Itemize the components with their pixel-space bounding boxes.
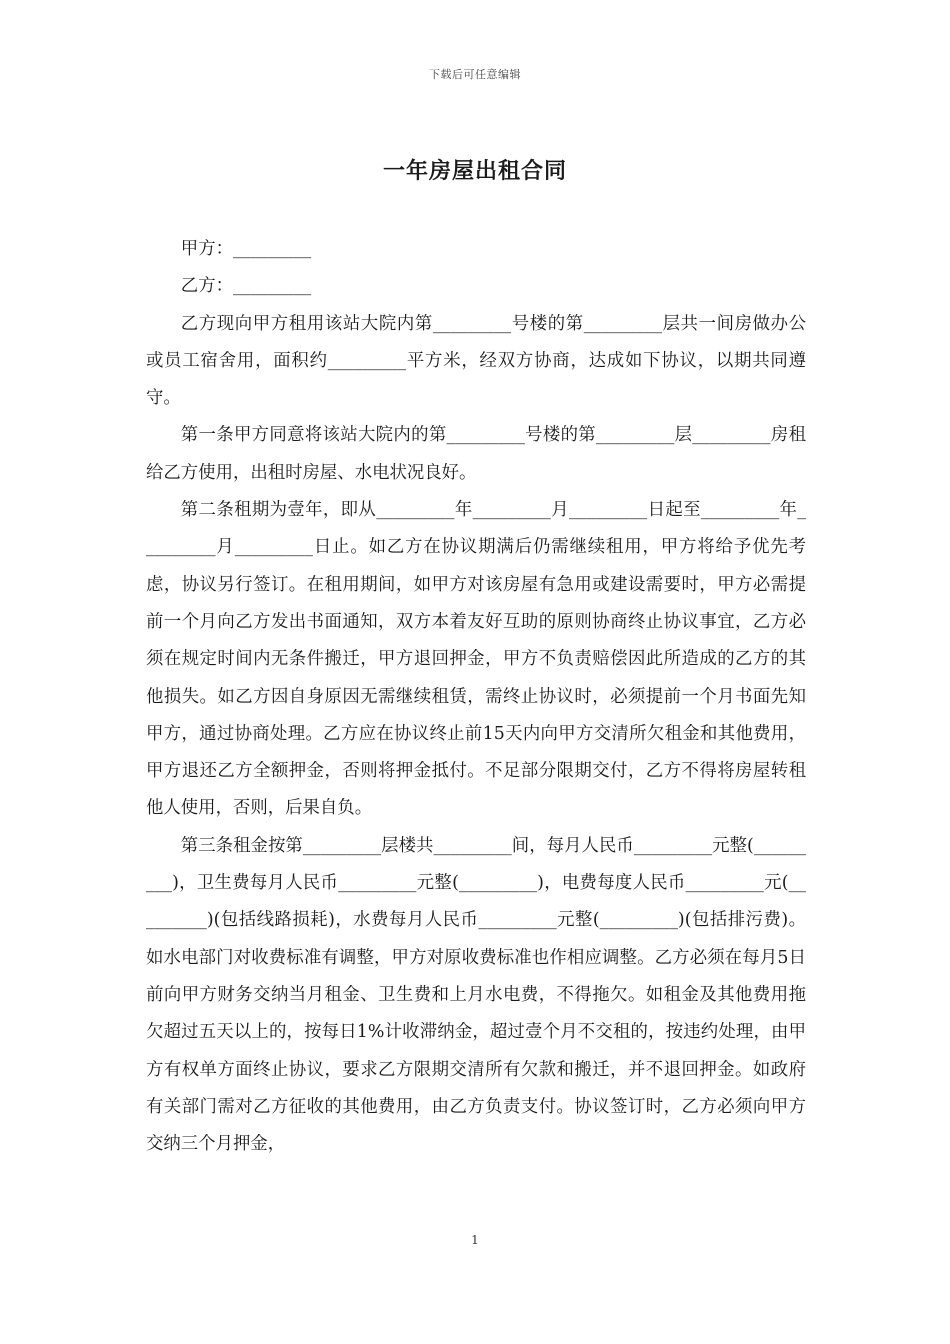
header-note: 下载后可任意编辑 (429, 68, 521, 81)
party-a-line: 甲方：_________ (180, 239, 312, 259)
page-number: 1 (471, 1233, 479, 1247)
article-2-paragraph: 第二条租期为壹年，即从_________年_________月_________日起至_________年_________月_________日止。如乙方在协议期满后仍需继续租用，甲方将给予优先考虑，协议另行签订。在租用期间，如甲方对该房屋有急用或建设需要时，甲方必需提前一个月向乙方发出书面通知，双方本着友好互助的原则协商终止协议事宜，乙方必须在规定时间内无条件搬迁，甲方退回押金，甲方不负责赔偿因此所造成的乙方的其他损失。如乙方因自身原因无需继续租赁，需终止协议时，必须提前一个月书面先知甲方，通过协商处理。乙方应在协议终止前15天内向甲方交清所欠租金和其他费用，甲方退还乙方全额押金，否则将押金抵付。不足部分限期交付，乙方不得将房屋转租他人使用，否则，后果自负。 (146, 500, 806, 819)
preamble-paragraph: 乙方现向甲方租用该站大院内第_________号楼的第_________层共一间房做办公或员工宿舍用，面积约_________平方米，经双方协商，达成如下协议，以期共同遵守。 (146, 313, 806, 409)
article-3-paragraph: 第三条租金按第_________层楼共_________间，每月人民币_________元整(_________)，卫生费每月人民币_________元整(_________)，电费每度人民币_________元(_________)(包括线路损耗)，水费每月人民币_________元整(_________)(包括排污费)。如水电部门对收费标准有调整，甲方对原收费标准也作相应调整。乙方必须在每月5日前向甲方财务交纳当月租金、卫生费和上月水电费，不得拖欠。如租金及其他费用拖欠超过五天以上的，按每日1%计收滞纳金，超过壹个月不交租的，按违约处理，由甲方有权单方面终止协议，要求乙方限期交清所有欠款和搬迁，并不退回押金。如政府有关部门需对乙方征收的其他费用，由乙方负责支付。协议签订时，乙方必须向甲方交纳三个月押金， (146, 835, 806, 1155)
document-title: 一年房屋出租合同 (382, 158, 567, 184)
article-1-paragraph: 第一条甲方同意将该站大院内的第_________号楼的第_________层_________房租给乙方使用，出租时房屋、水电状况良好。 (146, 425, 806, 483)
contract-body (146, 231, 806, 1163)
party-b-line: 乙方：_________ (180, 276, 312, 297)
